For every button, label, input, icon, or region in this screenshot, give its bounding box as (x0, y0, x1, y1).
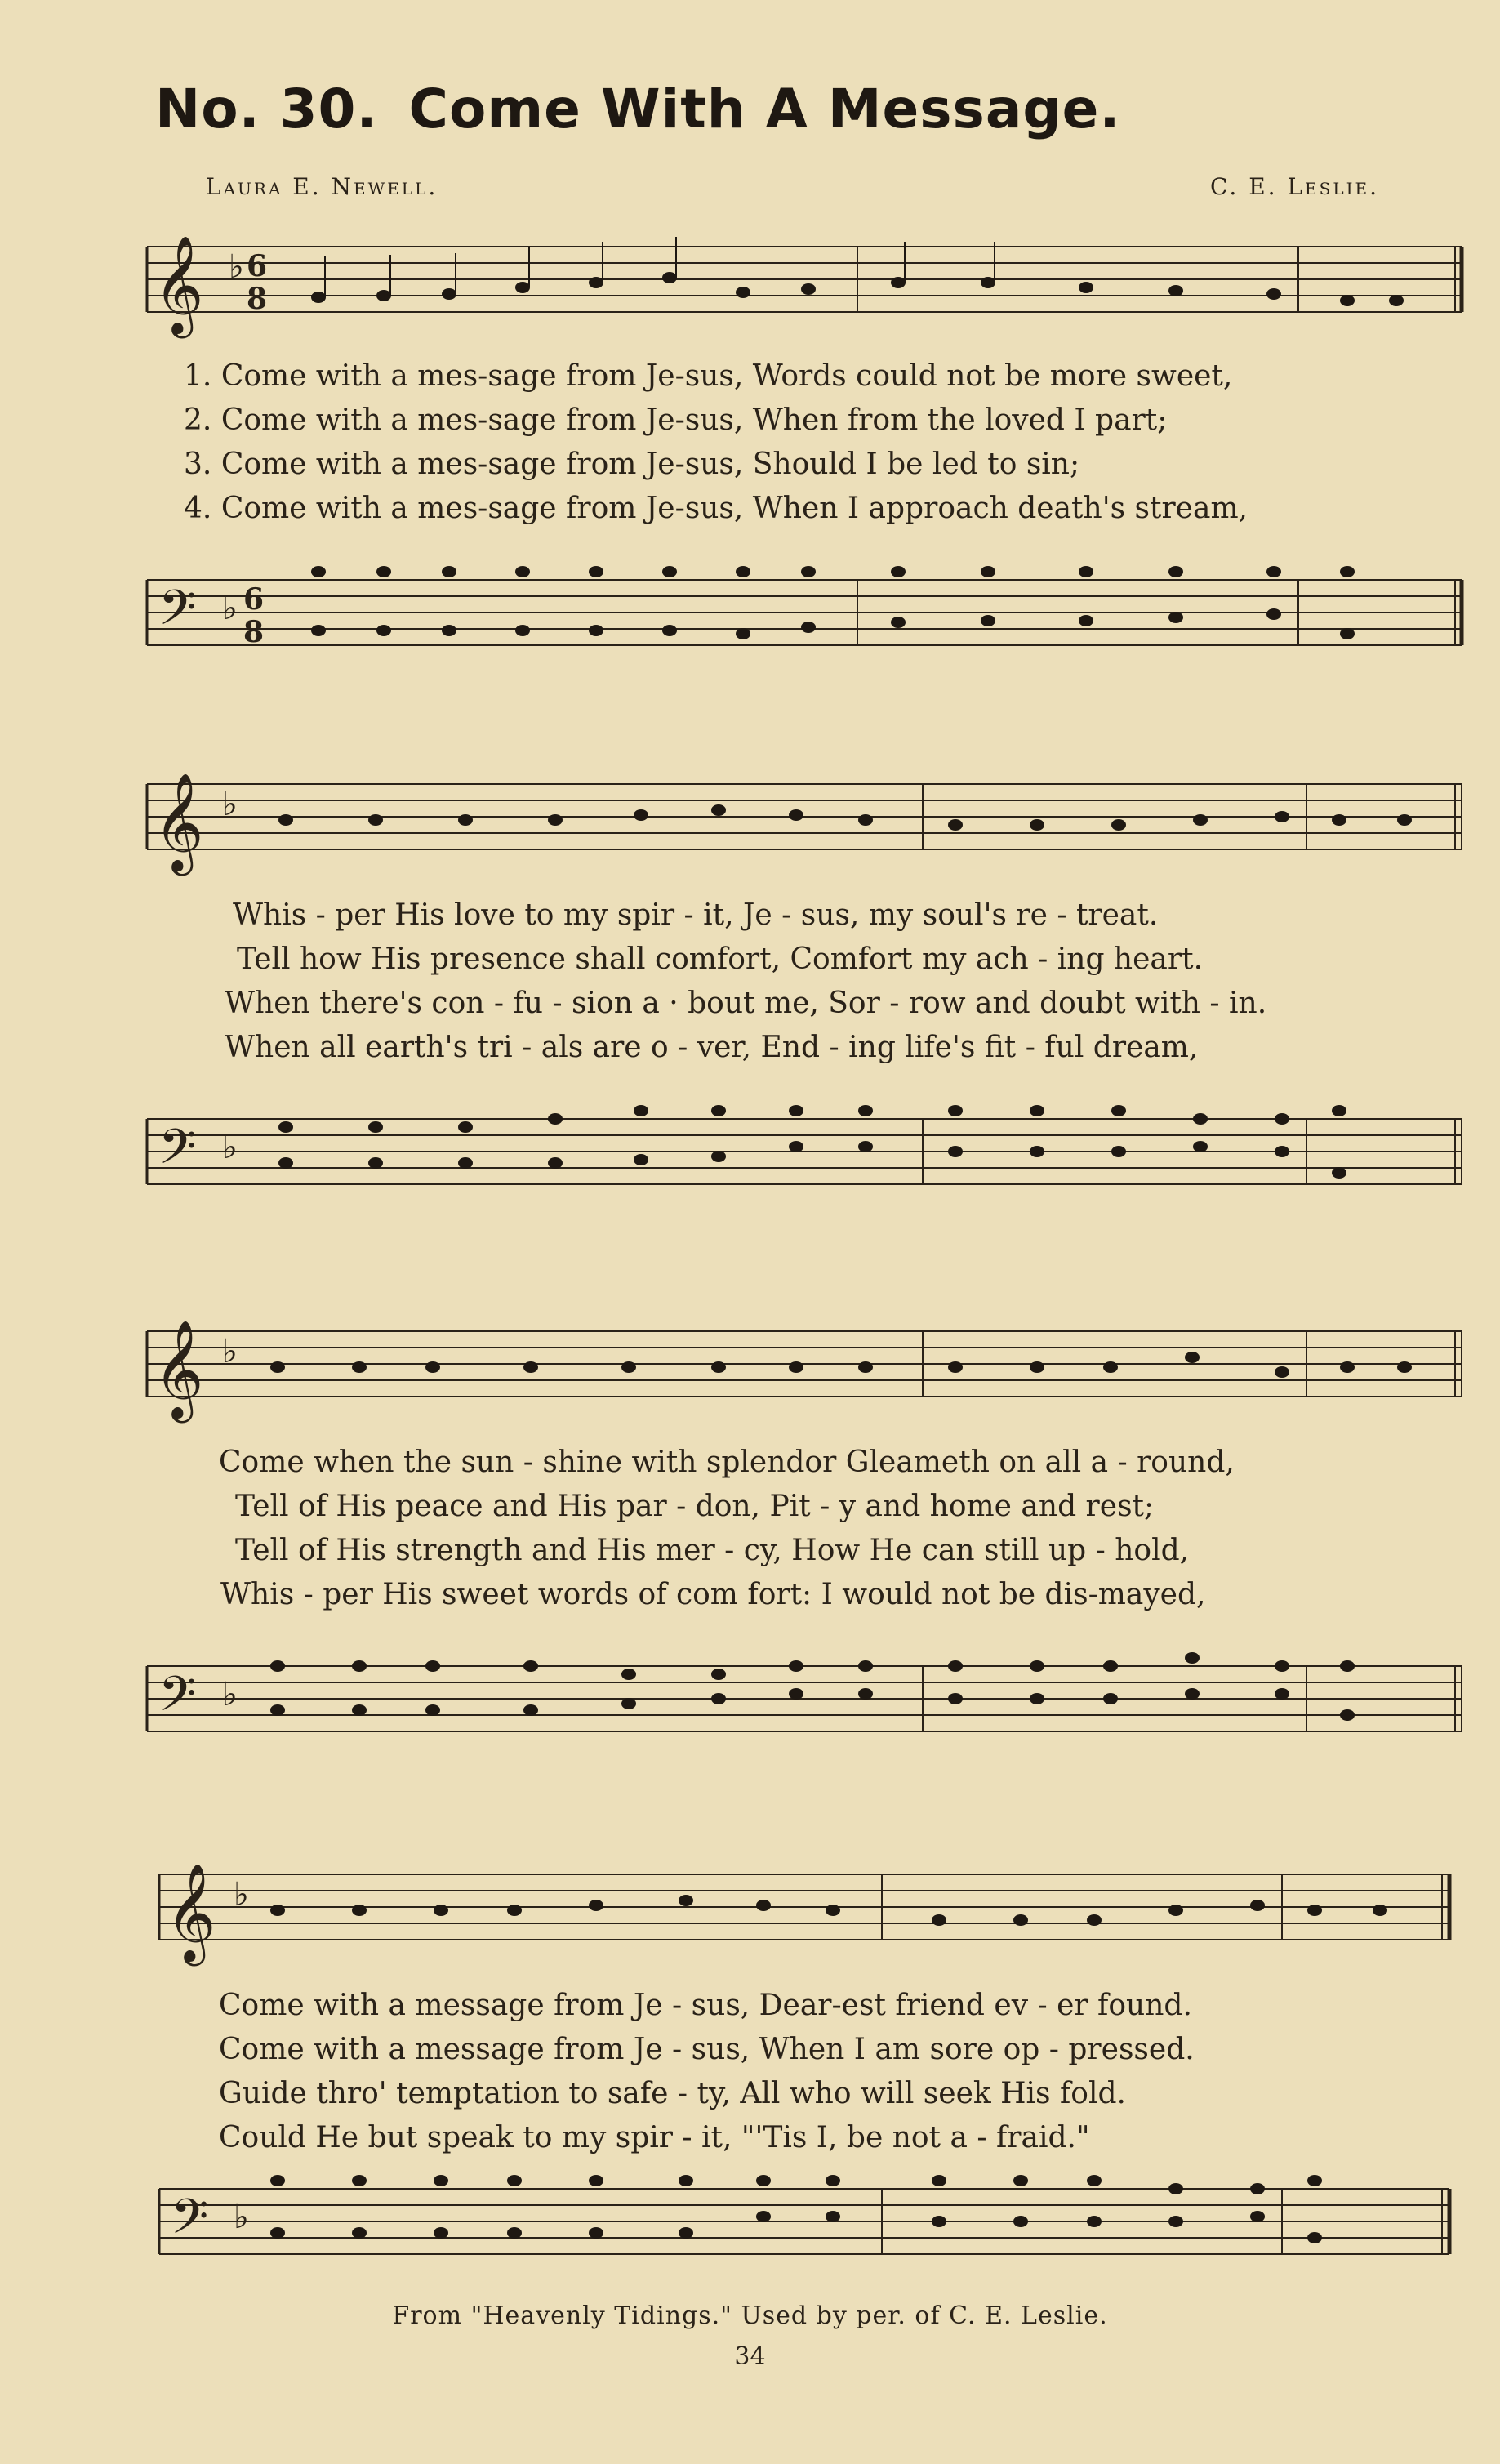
treble-staff-4 (0, 1858, 1500, 1972)
hymn-number: No. 30. (155, 78, 378, 140)
lyricist-credit: Laura E. Newell. (206, 173, 438, 200)
svg-text:♭: ♭ (222, 1333, 238, 1370)
composer-credit: C. E. Leslie. (1210, 173, 1380, 200)
lyric-line: Guide thro' temptation to safe - ty, All who will seek His fold. (219, 2077, 1126, 2110)
lyric-line: When all earth's tri - als are o - ver, End - ing life's fit - ful dream, (225, 1031, 1199, 1064)
lyric-line: Come with a message from Je - sus, When I am sore op - pressed. (219, 2033, 1195, 2066)
lyric-line: Tell of His strength and His mer - cy, How He can still up - hold, (235, 1534, 1190, 1567)
svg-text:𝄢: 𝄢 (158, 579, 197, 648)
verse-number: 2. (184, 403, 212, 437)
svg-text:6: 6 (243, 582, 265, 617)
svg-text:𝄢: 𝄢 (158, 1118, 197, 1187)
svg-text:8: 8 (247, 282, 268, 316)
svg-text:♭: ♭ (222, 1129, 238, 1166)
lyric-line (184, 403, 1167, 437)
svg-text:𝄞: 𝄞 (154, 1319, 204, 1419)
svg-text:𝄞: 𝄞 (166, 1862, 216, 1962)
lyric-line: Whis - per His love to my spir - it, Je - sus, my soul's re - treat. (233, 898, 1159, 932)
verse-number: 4. (184, 492, 212, 525)
bass-staff-1 (0, 555, 1500, 686)
treble-staff-2 (0, 768, 1500, 882)
lyric-line (184, 492, 1248, 525)
lyric-line: Whis - per His sweet words of com fort: I would not be dis-mayed, (220, 1578, 1206, 1611)
lyric-line (184, 448, 1079, 481)
hymn-title-text: Come With A Message. (408, 78, 1121, 140)
page-number: 34 (734, 2342, 766, 2371)
treble-staff-1 (0, 230, 1500, 345)
treble-staff-3 (0, 1315, 1500, 1429)
svg-text:𝄞: 𝄞 (154, 234, 204, 334)
svg-text:♭: ♭ (222, 590, 238, 627)
hymn-title (155, 78, 1120, 140)
svg-text:♭: ♭ (222, 1676, 238, 1713)
source-attribution: From "Heavenly Tidings." Used by per. of C. E. Leslie. (392, 2301, 1108, 2330)
svg-text:𝄞: 𝄞 (154, 772, 204, 871)
bass-staff-2 (0, 1094, 1500, 1225)
svg-text:𝄢: 𝄢 (171, 2188, 209, 2257)
lyric-line: Come when the sun - shine with splendor Gleameth on all a - round, (219, 1446, 1235, 1479)
lyric-text: Come with a mes-sage from Je-sus, When I approach death's stream, (220, 492, 1249, 525)
lyric-line: Tell of His peace and His par - don, Pit - y and home and rest; (235, 1490, 1155, 1523)
lyric-line: Come with a message from Je - sus, Dear-est friend ev - er found. (219, 1989, 1192, 2022)
svg-text:♭: ♭ (234, 2199, 249, 2236)
lyric-line (184, 359, 1232, 393)
svg-text:♭: ♭ (222, 786, 238, 823)
svg-text:𝄢: 𝄢 (158, 1665, 197, 1734)
bass-staff-3 (0, 1642, 1500, 1772)
verse-number: 3. (184, 448, 212, 481)
lyric-text: Come with a mes-sage from Je-sus, Should I be led to sin; (220, 448, 1080, 481)
lyric-line: Tell how His presence shall comfort, Comfort my ach - ing heart. (237, 942, 1204, 976)
lyric-line: When there's con - fu - sion a · bout me, Sor - row and doubt with - in. (225, 987, 1267, 1020)
lyric-text: Come with a mes-sage from Je-sus, Words could not be more sweet, (220, 359, 1233, 393)
svg-text:6: 6 (247, 249, 268, 283)
lyric-text: Come with a mes-sage from Je-sus, When from the loved I part; (220, 403, 1168, 437)
verse-number: 1. (184, 359, 212, 393)
bass-staff-4 (0, 2164, 1500, 2295)
svg-text:♭: ♭ (229, 248, 244, 286)
svg-text:♭: ♭ (234, 1876, 249, 1914)
lyric-line: Could He but speak to my spir - it, "'Tis I, be not a - fraid." (219, 2121, 1090, 2154)
svg-text:8: 8 (243, 615, 265, 649)
